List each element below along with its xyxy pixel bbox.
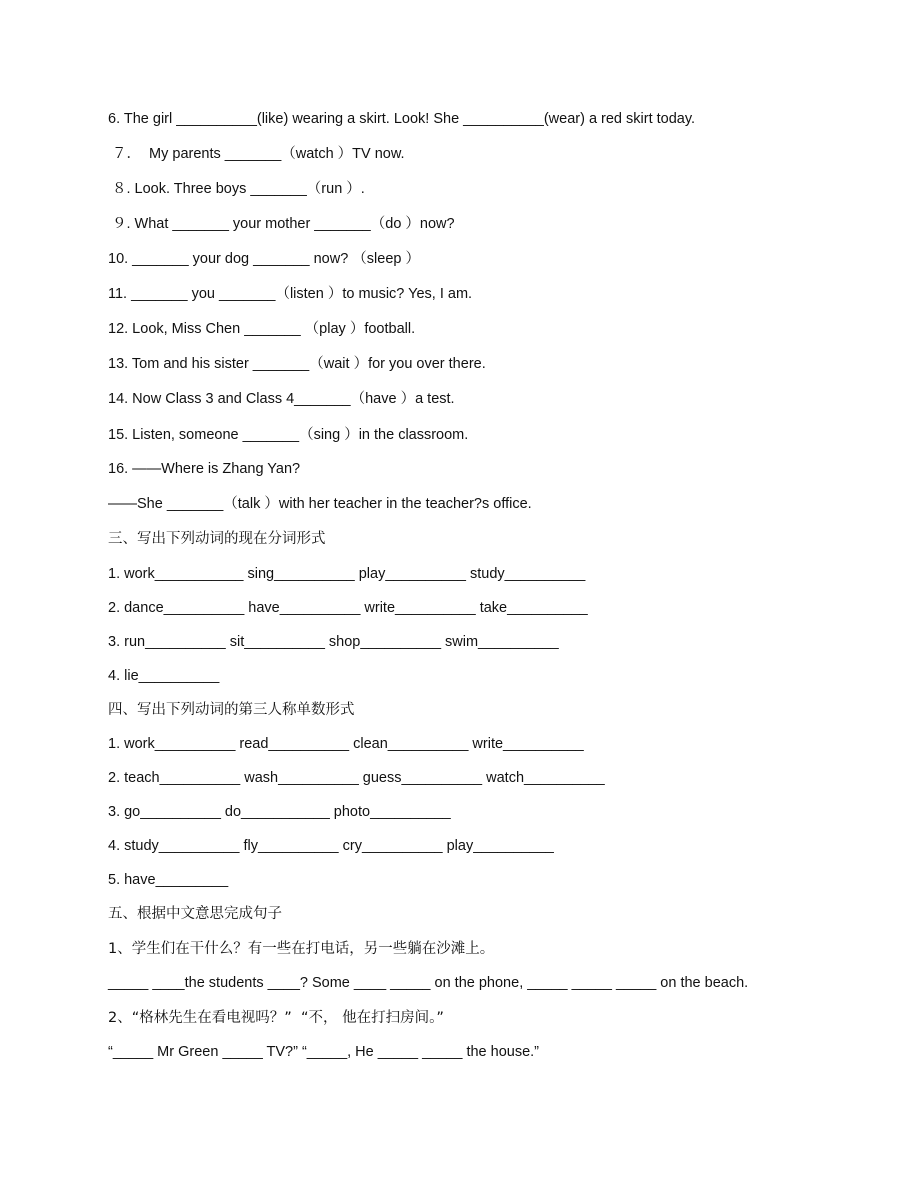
question-8: ８. Look. Three boys _______（run ）. [112,181,365,197]
section3-row-2: 2. dance__________ have__________ write__________ take__________ [108,600,588,616]
section4-heading: 四、写出下列动词的第三人称单数形式 [108,702,355,718]
question-6: 6. The girl __________(like) wearing a skirt. Look! She __________(wear) a red skirt today. [108,111,696,127]
section5-q1-english: _____ ____the students ____? Some ____ _____ on the phone, _____ _____ _____ on the beach. [108,975,749,991]
question-9: ９. What _______ your mother _______（do ）now? [112,216,455,232]
section3-heading: 三、写出下列动词的现在分词形式 [108,531,326,547]
question-15: 15. Listen, someone _______（sing ）in the classroom. [108,427,469,443]
section5-heading: 五、根据中文意思完成句子 [108,906,282,922]
section3-row-3: 3. run__________ sit__________ shop__________ swim__________ [108,634,559,650]
question-10: 10. _______ your dog _______ now? （sleep ） [108,251,420,267]
question-13: 13. Tom and his sister _______（wait ）for you over there. [108,356,486,372]
section4-row-5: 5. have_________ [108,872,229,888]
question-7: ７． My parents _______（watch ）TV now. [112,146,405,162]
section4-row-1: 1. work__________ read__________ clean__________ write__________ [108,736,584,752]
section4-row-3: 3. go__________ do___________ photo__________ [108,804,451,820]
question-11: 11. _______ you _______（listen ）to music? Yes, I am. [108,286,473,302]
question-14: 14. Now Class 3 and Class 4_______（have ）a test. [108,391,455,407]
section3-row-4: 4. lie__________ [108,668,220,684]
section3-row-1: 1. work___________ sing__________ play__________ study__________ [108,566,586,582]
section5-q2-english: “_____ Mr Green _____ TV?” “_____, He _____ _____ the house.” [108,1044,539,1060]
question-16: 16. ——Where is Zhang Yan? [108,461,301,477]
section5-q2-chinese: 2、“格林先生在看电视吗？” “不， 他在打扫房间。” [108,1010,444,1026]
question-12: 12. Look, Miss Chen _______ （play ）football. [108,321,416,337]
section4-row-4: 4. study__________ fly__________ cry__________ play__________ [108,838,554,854]
question-16-answer: ——She _______（talk ）with her teacher in the teacher?s office. [108,496,532,512]
section4-row-2: 2. teach__________ wash__________ guess__________ watch__________ [108,770,605,786]
section5-q1-chinese: 1、学生们在干什么？有一些在打电话，另一些躺在沙滩上。 [108,941,495,957]
